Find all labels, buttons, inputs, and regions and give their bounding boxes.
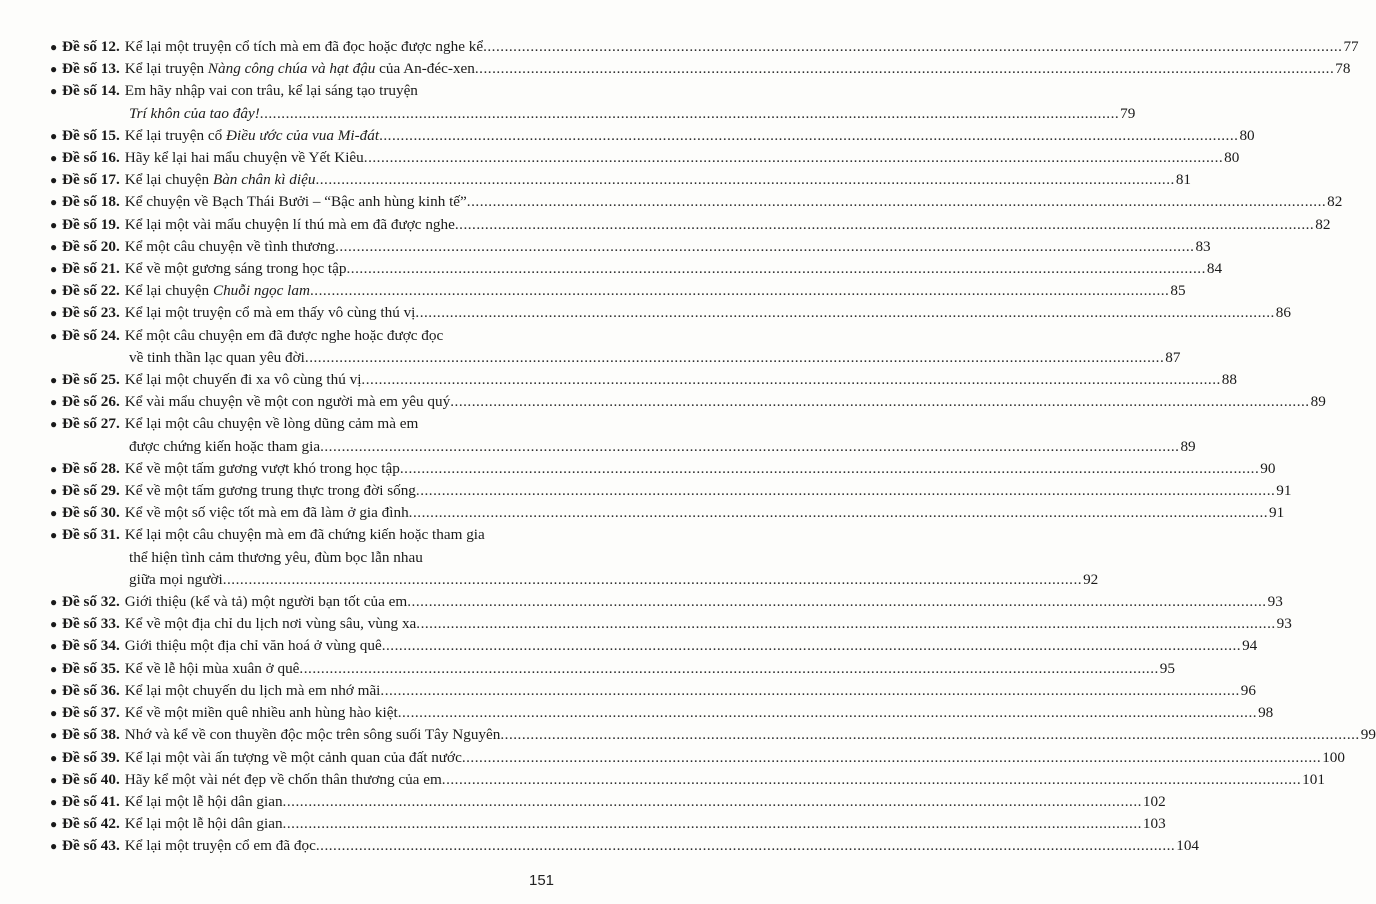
toc-entry-first-line	[50, 658, 1175, 680]
toc-entry-label: Đề số 24.	[62, 326, 120, 344]
dot-leader: ........................................................................................................................................................................................................	[454, 215, 1315, 233]
toc-entry-first-line	[50, 280, 1186, 302]
toc-entry-page: 90	[1260, 459, 1276, 477]
bullet-icon: ●	[50, 217, 58, 232]
toc-entry	[50, 413, 1196, 457]
toc-entry-title: Kể lại một vài mẩu chuyện lí thú mà em đã được nghe	[124, 215, 455, 233]
bullet-icon: ●	[50, 728, 58, 743]
bullet-icon: ●	[50, 484, 58, 499]
bullet-icon: ●	[50, 461, 58, 476]
toc-entry-title: Kể chuyện về Bạch Thái Bưởi – “Bậc anh hùng kinh tế”	[124, 193, 467, 211]
toc-entry-page: 89	[1180, 437, 1196, 455]
toc-entry-title: Kể về một tấm gương vượt khó trong học tập	[124, 459, 400, 477]
toc-entry-continuation	[50, 436, 1196, 458]
dot-leader: ........................................................................................................................................................................................................	[320, 437, 1180, 455]
toc-entry-continuation	[50, 103, 1136, 125]
toc-entry-title: Kể một câu chuyện về tình thương	[124, 237, 336, 255]
dot-leader: ........................................................................................................................................................................................................	[415, 482, 1276, 500]
toc-entry-continuation	[50, 569, 1099, 591]
bullet-icon: ●	[50, 528, 58, 543]
toc-entry-first-line	[50, 769, 1325, 791]
toc-entry-first-line	[50, 480, 1292, 502]
bullet-icon: ●	[50, 306, 58, 321]
bullet-icon: ●	[50, 40, 58, 54]
bullet-icon: ●	[50, 373, 58, 388]
toc-entry-title: Hãy kể lại hai mẩu chuyện về Yết Kiêu	[124, 149, 364, 167]
toc-entry-title: Kể về một số việc tốt mà em đã làm ở gia đình	[124, 504, 409, 522]
toc-entry-title: Kể lại một lễ hội dân gian	[124, 792, 283, 810]
toc-entry	[50, 502, 1285, 524]
toc-entry-label: Đề số 42.	[62, 815, 120, 833]
toc-entry-label: Đề số 16.	[62, 149, 120, 167]
toc-entry	[50, 813, 1166, 835]
toc-entry-title: được chứng kiến hoặc tham gia	[129, 437, 321, 455]
toc-entry-label: Đề số 37.	[62, 704, 120, 722]
toc-entry-page: 98	[1258, 704, 1274, 722]
toc-entry-title: Kể lại một truyện cổ em đã đọc	[124, 837, 316, 855]
dot-leader: ........................................................................................................................................................................................................	[450, 393, 1310, 411]
bullet-icon: ●	[50, 661, 58, 676]
toc-entry	[50, 458, 1276, 480]
toc-entry-first-line	[50, 191, 1343, 213]
bullet-icon: ●	[50, 794, 58, 809]
toc-entry-page: 94	[1242, 637, 1258, 655]
toc-entry-label: Đề số 21.	[62, 260, 120, 278]
toc-entry-first-line	[50, 702, 1274, 724]
toc-entry-label: Đề số 20.	[62, 237, 120, 255]
bullet-icon: ●	[50, 639, 58, 654]
toc-entry-title: Kể lại một câu chuyện về lòng dũng cảm mà em	[124, 415, 419, 433]
toc-entry-page: 101	[1302, 770, 1325, 788]
toc-entry-title: Kể lại một chuyến du lịch mà em nhớ mãi	[124, 681, 381, 699]
toc-entry-title: Kể về một gương sáng trong học tập	[124, 260, 347, 278]
toc-entry-label: Đề số 13.	[62, 60, 120, 78]
toc-entry-first-line	[50, 680, 1256, 702]
dot-leader: ........................................................................................................................................................................................................	[299, 659, 1159, 677]
toc-entry-page: 80	[1239, 126, 1255, 144]
toc-entry-page: 96	[1240, 681, 1256, 699]
toc-entry-label: Đề số 36.	[62, 681, 120, 699]
toc-entry	[50, 480, 1292, 502]
toc-entry-title: Kể về một địa chỉ du lịch nơi vùng sâu, vùng xa	[124, 615, 417, 633]
dot-leader: ........................................................................................................................................................................................................	[363, 149, 1224, 167]
dot-leader: ........................................................................................................................................................................................................	[500, 726, 1360, 744]
toc-entry	[50, 680, 1256, 702]
toc-entry	[50, 280, 1186, 302]
toc-entry-first-line	[50, 591, 1283, 613]
toc-entry-title: Kể lại một chuyến đi xa vô cùng thú vị	[124, 371, 362, 389]
toc-entry-label: Đề số 12.	[62, 38, 120, 55]
dot-leader: ........................................................................................................................................................................................................	[461, 748, 1322, 766]
toc-entry-label: Đề số 28.	[62, 459, 120, 477]
toc-entry-label: Đề số 18.	[62, 193, 120, 211]
toc-entry	[50, 302, 1291, 324]
bullet-icon: ●	[50, 839, 58, 854]
toc-entry-first-line	[50, 524, 566, 546]
toc-entry-first-line	[50, 747, 1345, 769]
toc-entry-first-line	[50, 724, 1376, 746]
dot-leader: ........................................................................................................................................................................................................	[309, 282, 1170, 300]
bullet-icon: ●	[50, 417, 58, 432]
dot-leader: ........................................................................................................................................................................................................	[346, 260, 1206, 278]
toc-entry-first-line	[50, 369, 1237, 391]
toc-entry-title: Kể một câu chuyện em đã được nghe hoặc được đọc	[124, 326, 444, 344]
toc-entry-page: 93	[1267, 593, 1283, 611]
dot-leader: ........................................................................................................................................................................................................	[282, 815, 1142, 833]
toc-entry-label: Đề số 29.	[62, 482, 120, 500]
dot-leader: ........................................................................................................................................................................................................	[259, 104, 1120, 122]
toc-entry-title: Kể lại một truyện cổ mà em thấy vô cùng thú vị	[124, 304, 416, 322]
bullet-icon: ●	[50, 284, 58, 299]
toc-entry	[50, 747, 1345, 769]
toc-entry-page: 77	[1343, 38, 1359, 55]
toc-entry-title: Trí khôn của tao đây!	[129, 104, 260, 122]
toc-entry-label: Đề số 34.	[62, 637, 120, 655]
toc-entry	[50, 125, 1255, 147]
toc-entry-first-line	[50, 236, 1211, 258]
toc-entry	[50, 369, 1237, 391]
toc-entry	[50, 791, 1166, 813]
toc-entry-label: Đề số 22.	[62, 282, 120, 300]
toc-entry	[50, 147, 1240, 169]
toc-entry-page: 93	[1276, 615, 1292, 633]
toc-entry-first-line	[50, 258, 1223, 280]
toc-entry	[50, 835, 1199, 857]
bullet-icon: ●	[50, 328, 58, 343]
toc-entry-label: Đề số 17.	[62, 171, 120, 189]
bullet-icon: ●	[50, 772, 58, 787]
toc-entry-first-line	[50, 458, 1276, 480]
toc-entry-label: Đề số 19.	[62, 215, 120, 233]
toc-entry-page: 103	[1142, 815, 1166, 833]
toc-entry-title: Kể lại truyện cổ Điều ước của vua Mi-đát	[124, 126, 380, 144]
toc-entry-page: 102	[1142, 792, 1166, 810]
bullet-icon: ●	[50, 395, 58, 410]
toc-entry-page: 86	[1275, 304, 1291, 322]
toc-entry-title: Kể về một miền quê nhiều anh hùng hào kiệt	[124, 704, 398, 722]
toc-entry-title: Kể vài mẩu chuyện về một con người mà em yêu quý	[124, 393, 451, 411]
toc-entry-label: Đề số 15.	[62, 126, 120, 144]
toc-entry	[50, 391, 1326, 413]
dot-leader: ........................................................................................................................................................................................................	[361, 371, 1221, 389]
toc-entry-title: Kể về lễ hội mùa xuân ở quê	[124, 659, 300, 677]
toc-entry-title: về tinh thần lạc quan yêu đời	[129, 348, 305, 366]
toc-entry-first-line	[50, 125, 1255, 147]
toc-entry-first-line	[50, 302, 1291, 324]
toc-entry-label: Đề số 39.	[62, 748, 120, 766]
toc-entry-page: 82	[1327, 193, 1343, 211]
table-of-contents	[50, 36, 1376, 858]
toc-entry	[50, 36, 1359, 58]
toc-entry-first-line	[50, 325, 566, 347]
dot-leader: ........................................................................................................................................................................................................	[379, 126, 1239, 144]
bullet-icon: ●	[50, 173, 58, 188]
toc-entry	[50, 80, 1136, 124]
toc-entry-page: 88	[1221, 371, 1237, 389]
toc-entry-label: Đề số 27.	[62, 415, 120, 433]
toc-entry-label: Đề số 23.	[62, 304, 120, 322]
toc-entry	[50, 191, 1343, 213]
toc-entry-first-line	[50, 58, 1351, 80]
toc-entry-page: 82	[1315, 215, 1331, 233]
toc-entry-first-line	[50, 635, 1258, 657]
dot-leader: ........................................................................................................................................................................................................	[397, 704, 1258, 722]
toc-entry-label: Đề số 30.	[62, 504, 120, 522]
toc-entry-page: 84	[1206, 260, 1223, 278]
bullet-icon: ●	[50, 128, 58, 143]
toc-entry	[50, 169, 1191, 191]
toc-entry-page: 81	[1175, 171, 1191, 189]
dot-leader: ........................................................................................................................................................................................................	[335, 237, 1195, 255]
toc-entry-title: Kể về một tấm gương trung thực trong đời sống	[124, 482, 416, 500]
toc-entry	[50, 214, 1331, 236]
dot-leader: ........................................................................................................................................................................................................	[483, 38, 1343, 55]
toc-entry-page: 79	[1120, 104, 1136, 122]
dot-leader: ........................................................................................................................................................................................................	[416, 615, 1276, 633]
toc-entry-page: 91	[1276, 482, 1292, 500]
toc-entry-label: Đề số 14.	[62, 82, 120, 100]
toc-entry-page: 95	[1159, 659, 1175, 677]
toc-entry-page: 80	[1224, 149, 1240, 167]
toc-entry	[50, 613, 1292, 635]
toc-entry-title: giữa mọi người	[129, 570, 223, 588]
toc-entry-label: Đề số 25.	[62, 371, 120, 389]
toc-entry	[50, 702, 1274, 724]
toc-entry-label: Đề số 41.	[62, 792, 120, 810]
toc-entry-title: Kể lại một vài ấn tượng về một cảnh quan của đất nước	[124, 748, 462, 766]
toc-entry-label: Đề số 32.	[62, 593, 120, 611]
toc-entry-title: Kể lại một truyện cổ tích mà em đã đọc hoặc được nghe kể	[124, 38, 484, 55]
toc-entry-title: Kể lại một lễ hội dân gian	[124, 815, 283, 833]
toc-entry-first-line	[50, 835, 1199, 857]
bullet-icon: ●	[50, 595, 58, 610]
dot-leader: ........................................................................................................................................................................................................	[407, 593, 1267, 611]
dot-leader: ........................................................................................................................................................................................................	[415, 304, 1275, 322]
toc-entry-continuation	[50, 347, 1181, 369]
toc-entry-title: Giới thiệu một địa chỉ văn hoá ở vùng quê	[124, 637, 382, 655]
toc-entry	[50, 325, 1181, 369]
toc-entry	[50, 635, 1258, 657]
toc-entry-first-line	[50, 391, 1326, 413]
toc-entry-label: Đề số 31.	[62, 526, 120, 544]
dot-leader: ........................................................................................................................................................................................................	[399, 459, 1260, 477]
toc-entry	[50, 236, 1211, 258]
bullet-icon: ●	[50, 750, 58, 765]
toc-entry-first-line	[50, 502, 1285, 524]
toc-entry-page: 99	[1360, 726, 1376, 744]
toc-entry-first-line	[50, 36, 1359, 58]
toc-entry-label: Đề số 35.	[62, 659, 120, 677]
bullet-icon: ●	[50, 706, 58, 721]
toc-entry	[50, 769, 1325, 791]
bullet-icon: ●	[50, 84, 58, 99]
toc-entry-page: 92	[1083, 570, 1099, 588]
toc-entry	[50, 724, 1376, 746]
bullet-icon: ●	[50, 195, 58, 210]
bullet-icon: ●	[50, 817, 58, 832]
toc-entry	[50, 591, 1283, 613]
toc-entry-label: Đề số 33.	[62, 615, 120, 633]
toc-entry-page: 91	[1269, 504, 1285, 522]
toc-entry	[50, 658, 1175, 680]
toc-entry-page: 87	[1165, 348, 1181, 366]
toc-entry-continuation	[50, 547, 566, 569]
dot-leader: ........................................................................................................................................................................................................	[381, 637, 1242, 655]
dot-leader: ........................................................................................................................................................................................................	[380, 681, 1240, 699]
dot-leader: ........................................................................................................................................................................................................	[282, 792, 1142, 810]
toc-entry-first-line	[50, 80, 566, 102]
toc-entry	[50, 258, 1223, 280]
bullet-icon: ●	[50, 262, 58, 277]
toc-entry-title: Kể lại chuyện Chuỗi ngọc lam	[124, 282, 310, 300]
toc-entry-page: 89	[1310, 393, 1326, 411]
bullet-icon: ●	[50, 683, 58, 698]
toc-entry-first-line	[50, 791, 1166, 813]
dot-leader: ........................................................................................................................................................................................................	[304, 348, 1165, 366]
toc-entry-title: Nhớ và kể về con thuyền độc mộc trên sông suối Tây Nguyên	[124, 726, 501, 744]
toc-entry-first-line	[50, 147, 1240, 169]
toc-entry-title: Kể lại một câu chuyện mà em đã chứng kiến hoặc tham gia	[124, 526, 485, 544]
toc-entry	[50, 524, 1099, 591]
toc-entry-first-line	[50, 413, 566, 435]
toc-entry-page: 83	[1195, 237, 1211, 255]
dot-leader: ........................................................................................................................................................................................................	[466, 193, 1327, 211]
toc-entry-title: thể hiện tình cảm thương yêu, đùm bọc lẫn nhau	[129, 548, 423, 566]
bullet-icon: ●	[50, 506, 58, 521]
dot-leader: ........................................................................................................................................................................................................	[315, 171, 1175, 189]
toc-entry-title: Giới thiệu (kể và tả) một người bạn tốt của em	[124, 593, 408, 611]
toc-entry	[50, 58, 1351, 80]
bullet-icon: ●	[50, 617, 58, 632]
bullet-icon: ●	[50, 151, 58, 166]
dot-leader: ........................................................................................................................................................................................................	[222, 570, 1083, 588]
toc-entry-first-line	[50, 169, 1191, 191]
dot-leader: ........................................................................................................................................................................................................	[474, 60, 1335, 78]
bullet-icon: ●	[50, 239, 58, 254]
toc-entry-title: Kể lại chuyện Bàn chân kì diệu	[124, 171, 316, 189]
toc-entry-first-line	[50, 813, 1166, 835]
bullet-icon: ●	[50, 62, 58, 77]
toc-entry-title: Hãy kể một vài nét đẹp về chốn thân thương của em	[124, 770, 442, 788]
toc-entry-label: Đề số 40.	[62, 770, 120, 788]
toc-entry-label: Đề số 26.	[62, 393, 120, 411]
toc-entry-page: 85	[1170, 282, 1186, 300]
toc-entry-first-line	[50, 613, 1292, 635]
toc-entry-label: Đề số 38.	[62, 726, 120, 744]
toc-entry-page: 100	[1322, 748, 1345, 766]
toc-entry-page: 104	[1176, 837, 1199, 855]
toc-entry-title: Kể lại truyện Nàng công chúa và hạt đậu của An-đéc-xen	[124, 60, 475, 78]
toc-entry-page: 78	[1335, 60, 1351, 78]
page-number: 151	[529, 872, 555, 889]
toc-entry-label: Đề số 43.	[62, 837, 120, 855]
dot-leader: ........................................................................................................................................................................................................	[315, 837, 1176, 855]
dot-leader: ........................................................................................................................................................................................................	[441, 770, 1302, 788]
toc-entry-title: Em hãy nhập vai con trâu, kể lại sáng tạo truyện	[124, 82, 418, 100]
toc-entry-first-line	[50, 214, 1331, 236]
dot-leader: ........................................................................................................................................................................................................	[408, 504, 1269, 522]
